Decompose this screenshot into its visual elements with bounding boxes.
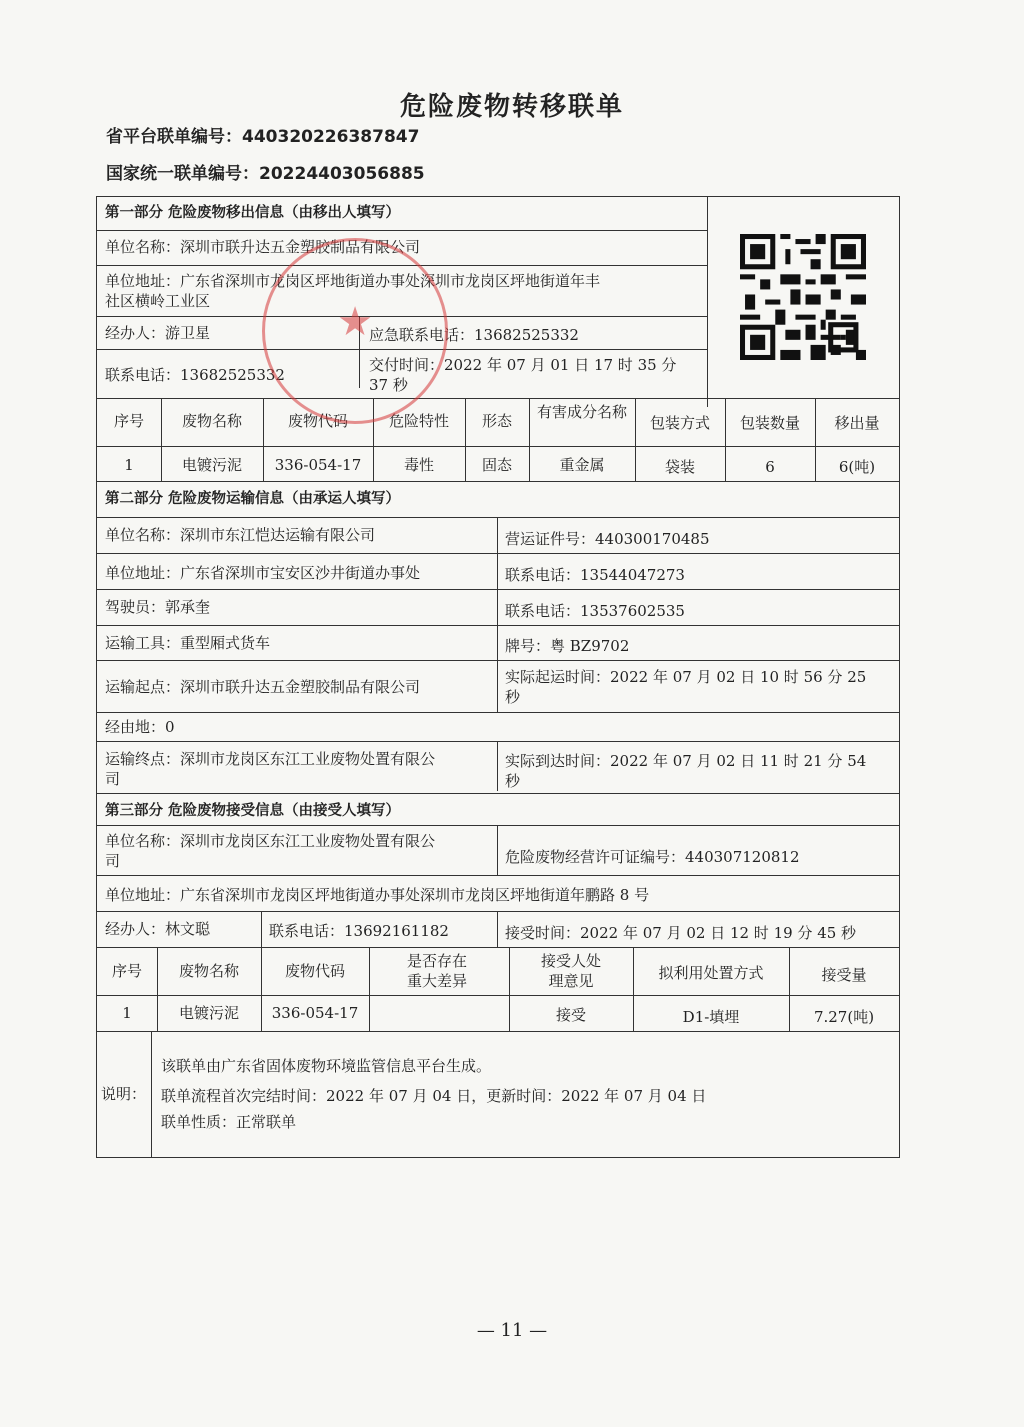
seal-star-icon: ★ [337,299,373,345]
p1-td-pack-count: 6 [765,458,775,476]
p1-td-hazard: 毒性 [403,456,434,474]
part1-delivery-time-line1: 交付时间：2022 年 07 月 01 日 17 时 35 分 [369,356,677,374]
qr-code-icon [740,234,866,360]
part2-contact-phone2: 联系电话：13537602535 [505,602,685,620]
p3-th-disposal: 拟利用处置方式 [658,964,764,982]
part2-origin: 运输起点：深圳市联升达五金塑胶制品有限公司 [105,678,421,696]
part2-via: 经由地：0 [105,718,175,736]
p3-td-disposal: D1-填埋 [682,1008,740,1026]
part2-arrive-time-line1: 实际到达时间：2022 年 07 月 02 日 11 时 21 分 54 [505,752,867,770]
p1-th-waste-name: 废物名称 [181,412,242,430]
national-number [106,159,425,184]
p1-th-hazard: 危险特性 [388,412,449,430]
part3-receive-time: 接受时间：2022 年 07 月 02 日 12 时 19 分 45 秒 [505,924,857,942]
part1-emergency-phone: 应急联系电话：13682525332 [369,326,579,344]
part3-contact-phone: 联系电话：13692161182 [269,922,449,940]
part2-arrive-time-line2: 秒 [505,772,521,790]
part1-address-line1: 单位地址：广东省深圳市龙岗区坪地街道办事处深圳市龙岗区坪地街道年丰 [105,272,601,290]
p3-th-waste-name: 废物名称 [178,962,239,980]
p3-td-seq: 1 [122,1004,132,1022]
part1-handler: 经办人：游卫星 [105,324,211,342]
part2-vehicle: 运输工具：重型厢式货车 [105,634,271,652]
part2-unit-address: 单位地址：广东省深圳市宝安区沙井街道办事处 [105,564,421,582]
province-number-value: 440320226387847 [242,127,420,147]
p3-th-opinion: 接受人处理意见 [540,952,601,990]
part3-unit-name-line2: 司 [105,852,121,870]
part2-depart-time-line2: 秒 [505,688,521,706]
p1-td-harmful: 重金属 [559,456,605,474]
province-number [106,122,419,147]
part2-destination-line2: 司 [105,770,121,788]
document-title: 危险废物转移联单 [399,92,624,122]
part2-plate: 牌号：粤 BZ9702 [505,637,630,655]
notes-label: 说明： [101,1085,147,1103]
notes-line-1: 该联单由广东省固体废物环境监管信息平台生成。 [161,1057,492,1075]
part2-destination-line1: 运输终点：深圳市龙岗区东江工业废物处置有限公 [105,750,436,768]
p3-td-waste-name: 电镀污泥 [178,1004,239,1022]
part2-unit-name: 单位名称：深圳市东江恺达运输有限公司 [105,526,376,544]
part1-heading: 第一部分 危险废物移出信息（由移出人填写） [105,205,401,221]
p3-td-difference [369,1001,509,1027]
p3-th-seq: 序号 [111,962,142,980]
p3-td-received: 7.27(吨) [813,1008,875,1026]
province-number-label: 省平台联单编号： [106,127,242,147]
part2-heading: 第二部分 危险废物运输信息（由承运人填写） [105,491,401,507]
part3-handler: 经办人：林文聪 [105,920,211,938]
p1-td-form: 固态 [481,456,512,474]
p1-td-packaging: 袋装 [664,458,695,476]
p1-th-waste-code: 废物代码 [287,412,348,430]
part3-unit-address: 单位地址：广东省深圳市龙岗区坪地街道办事处深圳市龙岗区坪地街道年鹏路 8 号 [105,886,650,904]
part3-license-no: 危险废物经营许可证编号：440307120812 [505,848,800,866]
official-seal [262,238,448,424]
p3-th-waste-code: 废物代码 [284,962,345,980]
part2-permit-no: 营运证件号：440300170485 [505,530,710,548]
national-number-value: 20224403056885 [259,164,425,184]
part2-driver: 驾驶员：郭承奎 [105,598,211,616]
part1-address-line2: 社区横岭工业区 [105,292,211,310]
p1-td-seq: 1 [124,456,134,474]
notes-line-2: 联单流程首次完结时间：2022 年 07 月 04 日，更新时间：2022 年 07 月 04 日 [161,1087,707,1105]
part3-unit-name-line1: 单位名称：深圳市龙岗区东江工业废物处置有限公 [105,832,436,850]
p1-th-form: 形态 [481,412,512,430]
part1-contact-phone: 联系电话：13682525332 [105,366,285,384]
p3-td-opinion: 接受 [555,1006,586,1024]
p1-th-pack-count: 包装数量 [739,414,800,432]
page-number: — 11 — [476,1320,548,1341]
p1-td-waste-name: 电镀污泥 [181,456,242,474]
p1-td-waste-code: 336-054-17 [274,456,362,474]
p3-th-received: 接受量 [821,966,867,984]
p1-th-packaging: 包装方式 [649,414,710,432]
national-number-label: 国家统一联单编号： [106,164,259,184]
part2-contact-phone1: 联系电话：13544047273 [505,566,685,584]
p1-td-amount: 6(吨) [838,458,876,476]
p1-th-amount: 移出量 [834,414,880,432]
part2-depart-time-line1: 实际起运时间：2022 年 07 月 02 日 10 时 56 分 25 [505,668,867,686]
part1-delivery-time-line2: 37 秒 [369,376,408,394]
notes-line-3: 联单性质：正常联单 [161,1113,297,1131]
part3-heading: 第三部分 危险废物接受信息（由接受人填写） [105,803,401,819]
p1-th-seq: 序号 [113,412,144,430]
p3-th-difference: 是否存在重大差异 [406,952,467,990]
p1-th-harmful: 有害成分名称 [536,403,627,421]
p3-td-waste-code: 336-054-17 [271,1004,359,1022]
part1-unit-name: 单位名称：深圳市联升达五金塑胶制品有限公司 [105,238,421,256]
